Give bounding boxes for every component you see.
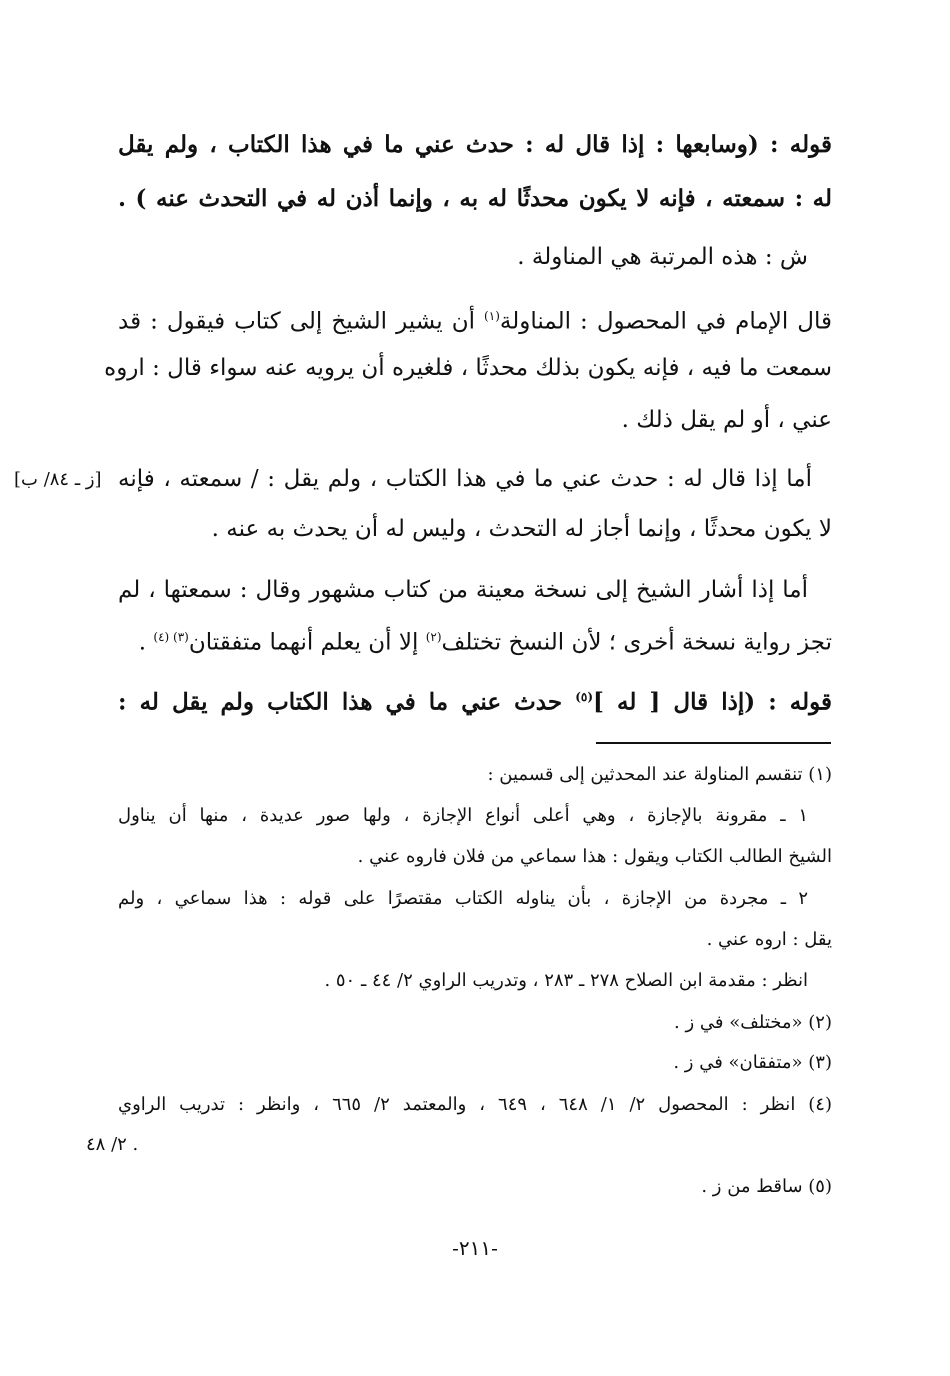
paragraph-5-line-1: أما إذا أشار الشيخ إلى نسخة معينة من كتاب مشهور وقال : سمعتها ، لم (118, 577, 808, 603)
footnote-ref-3-4: (٣) (٤) (153, 630, 189, 644)
text-run: حدث عني ما في هذا الكتاب ولم يقل له : (118, 688, 576, 716)
footnote-1-line-3: الشيخ الطالب الكتاب ويقول : هذا سماعي من فلان فاروه عني . (357, 846, 832, 867)
footnote-ref-1: (١) (484, 309, 500, 323)
footnote-2: (٢) «مختلف» في ز . (674, 1012, 832, 1033)
paragraph-5-line-2 (118, 620, 832, 660)
footnote-3: (٣) «متفقان» في ز . (673, 1052, 832, 1073)
text-run: أن يشير الشيخ إلى كتاب فيقول : قد (118, 308, 485, 335)
footnote-1-line-6: انظر : مقدمة ابن الصلاح ٢٧٨ ـ ٢٨٣ ، وتدريب الراوي ٢/ ٤٤ ـ ٥٠ . (324, 970, 808, 991)
page-number: -٢١١- (452, 1236, 498, 1260)
quote-line-3 (118, 680, 832, 720)
paragraph-3-line-1 (118, 299, 832, 339)
paragraph-4-line-2: لا يكون محدثًا ، وإنما أجاز له التحدث ، وليس له أن يحدث به عنه . (211, 516, 832, 542)
footnote-1-line-4: ٢ ـ مجردة من الإجازة ، بأن يناوله الكتاب مقتصرًا على قوله : هذا سماعي ، ولم (118, 888, 808, 909)
text-run: قال الإمام في المحصول : المناولة (499, 308, 832, 335)
text-run: . (138, 629, 154, 656)
text-run: إلا أن يعلم أنهما متفقتان (188, 629, 426, 656)
footnote-4-line-2: ٢/ ٤٨ . (86, 1134, 139, 1155)
text-run: تجز رواية نسخة أخرى ؛ لأن النسخ تختلف (441, 629, 832, 656)
quote-line-1: قوله : (وسابعها : إذا قال له : حدث عني ما في هذا الكتاب ، ولم يقل (118, 131, 832, 158)
paragraph-4-line-1: أما إذا قال له : حدث عني ما في هذا الكتاب ، ولم يقل : / سمعته ، فإنه (118, 466, 813, 492)
commentary-line: ش : هذه المرتبة هي المناولة . (517, 244, 808, 270)
footnote-1-line-1: (١) تنقسم المناولة عند المحدثين إلى قسمين : (487, 764, 832, 785)
footnote-1-line-5: يقل : اروه عني . (706, 929, 832, 950)
paragraph-3-line-3: عني ، أو لم يقل ذلك . (621, 407, 832, 433)
footnote-ref-2: (٢) (425, 630, 442, 644)
paragraph-3-line-2: سمعت ما فيه ، فإنه يكون بذلك محدثًا ، فلغيره أن يرويه عنه سواء قال : اروه (104, 355, 832, 381)
footnote-ref-5: (٥) (575, 690, 594, 704)
footnote-4-line-1: (٤) انظر : المحصول ٢/ ١/ ٦٤٨ ، ٦٤٩ ، والمعتمد ٢/ ٦٦٥ ، وانظر : تدريب الراوي (118, 1094, 832, 1115)
text-run: قوله : (إذا قال [ له ] (593, 688, 832, 716)
footnote-1-line-2: ١ ـ مقرونة بالإجازة ، وهي أعلى أنواع الإجازة ، ولها صور عديدة ، منها أن يناول (118, 805, 808, 826)
footnote-5: (٥) ساقط من ز . (701, 1176, 832, 1197)
footnote-separator (596, 742, 831, 744)
quote-line-2: له : سمعته ، فإنه لا يكون محدثًا له به ، وإنما أذن له في التحدث عنه ) . (118, 185, 832, 212)
manuscript-margin-note: [ز ـ ٨٤/ ب] (14, 469, 102, 490)
